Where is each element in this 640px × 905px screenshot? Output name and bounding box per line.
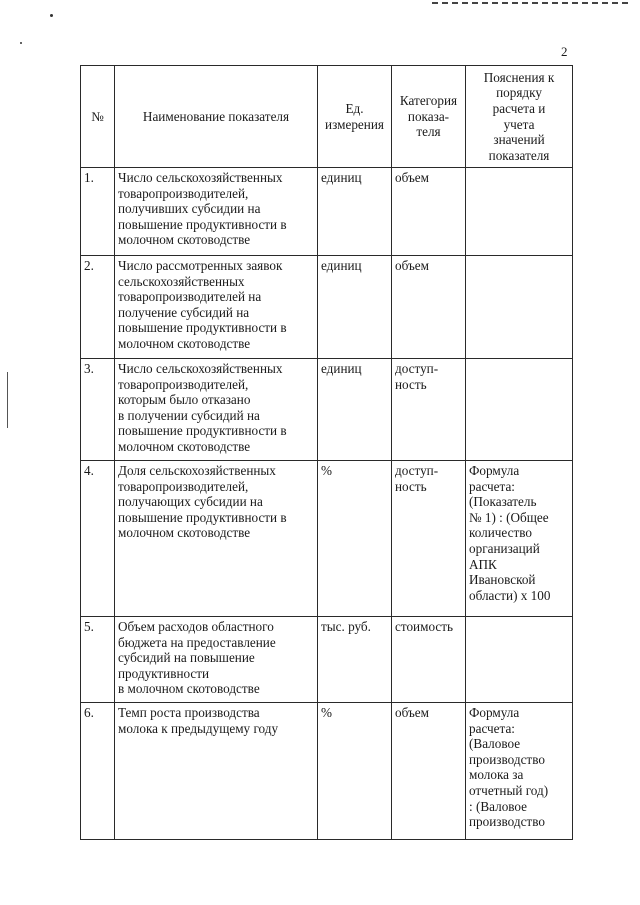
row-number: 1. <box>81 168 115 256</box>
row-unit: % <box>318 703 392 840</box>
row-notes <box>466 256 573 359</box>
row-notes: Формула расчета: (Валовое производство молока за отчетный год) : (Валовое производство <box>466 703 573 840</box>
header-unit: Ед. измерения <box>318 66 392 168</box>
table-row <box>81 256 573 359</box>
row-unit: единиц <box>318 168 392 256</box>
row-indicator-name: Темп роста производства молока к предыдущему году <box>115 703 318 840</box>
row-notes <box>466 168 573 256</box>
row-indicator-name: Объем расходов областного бюджета на предоставление субсидий на повышение продуктивности в молочном скотоводстве <box>115 617 318 703</box>
page-number: 2 <box>561 44 568 59</box>
row-indicator-name: Число сельскохозяйственных товаропроизводителей, получивших субсидии на повышение продуктивности в молочном скотоводстве <box>115 168 318 256</box>
row-number: 2. <box>81 256 115 359</box>
row-indicator-name: Доля сельскохозяйственных товаропроизводителей, получающих субсидии на повышение продуктивности в молочном скотоводстве <box>115 461 318 617</box>
row-indicator-name: Число рассмотренных заявок сельскохозяйственных товаропроизводителей на получение субсидий на повышение продуктивности в молочном скотоводстве <box>115 256 318 359</box>
row-notes <box>466 617 573 703</box>
indicators-table <box>80 65 573 840</box>
row-unit: % <box>318 461 392 617</box>
scan-top-mark <box>432 2 628 10</box>
row-unit: единиц <box>318 256 392 359</box>
table-row <box>81 359 573 461</box>
table-row <box>81 703 573 840</box>
row-notes: Формула расчета: (Показатель № 1) : (Общее количество организаций АПК Ивановской области) х 100 <box>466 461 573 617</box>
row-category: доступ- ность <box>392 461 466 617</box>
row-number: 3. <box>81 359 115 461</box>
row-number: 6. <box>81 703 115 840</box>
header-indicator-name: Наименование показателя <box>115 66 318 168</box>
scan-speck <box>20 42 22 44</box>
row-category: стоимость <box>392 617 466 703</box>
scan-margin-line <box>7 372 8 428</box>
table-row <box>81 461 573 617</box>
row-number: 4. <box>81 461 115 617</box>
row-category: объем <box>392 703 466 840</box>
scan-speck <box>50 14 53 17</box>
table-row <box>81 617 573 703</box>
header-notes: Пояснения к порядку расчета и учета значений показателя <box>466 66 573 168</box>
header-category: Категория показа- теля <box>392 66 466 168</box>
row-number: 5. <box>81 617 115 703</box>
row-notes <box>466 359 573 461</box>
header-number: № <box>81 66 115 168</box>
table-row <box>81 168 573 256</box>
row-category: доступ- ность <box>392 359 466 461</box>
row-category: объем <box>392 256 466 359</box>
row-unit: тыс. руб. <box>318 617 392 703</box>
row-unit: единиц <box>318 359 392 461</box>
row-category: объем <box>392 168 466 256</box>
row-indicator-name: Число сельскохозяйственных товаропроизводителей, которым было отказано в получении субсидий на повышение продуктивности в молочном скотоводстве <box>115 359 318 461</box>
table-header-row <box>81 66 573 168</box>
